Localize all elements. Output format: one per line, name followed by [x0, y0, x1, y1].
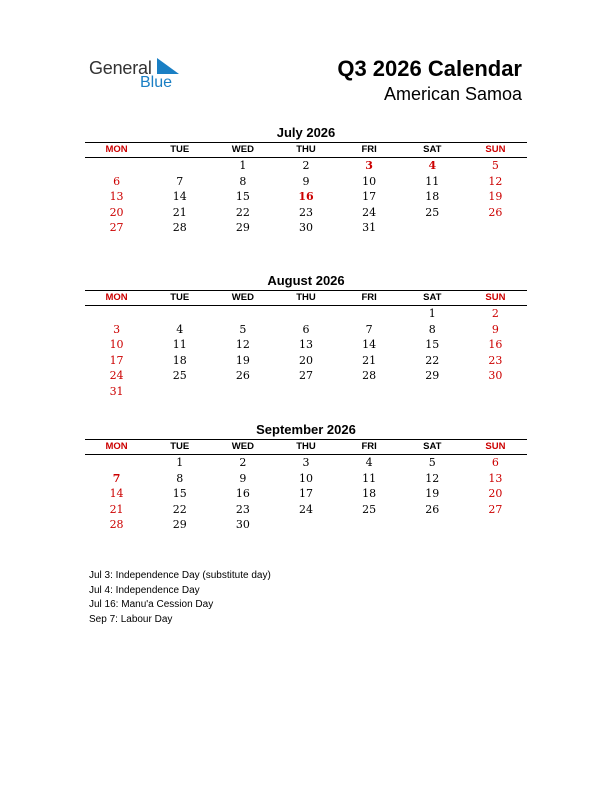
day-cell: 31 [109, 384, 124, 398]
day-cell: 13 [298, 338, 313, 351]
day-cell: 8 [428, 322, 436, 336]
day-cell: 11 [172, 338, 187, 351]
weekday-label: FRI [361, 441, 377, 452]
weekday-label: THU [296, 292, 316, 303]
day-cell: 28 [109, 518, 124, 531]
weekday-label: WED [231, 292, 254, 303]
day-cell: 10 [109, 338, 124, 351]
weekday-label: THU [296, 441, 316, 452]
day-cell: 29 [235, 221, 250, 234]
day-cell: 12 [488, 174, 503, 188]
day-cell: 18 [362, 487, 377, 500]
day-cell: 1 [176, 456, 184, 469]
day-cell: 20 [298, 353, 313, 367]
day-cell: 15 [425, 338, 440, 351]
day-cell: 25 [425, 205, 440, 219]
weekday-label: FRI [361, 292, 377, 303]
holiday-day-cell: 7 [112, 471, 121, 485]
holiday-day-cell: 3 [365, 159, 373, 172]
week-row [85, 306, 527, 322]
day-cell [148, 158, 211, 174]
day-cell: 22 [235, 205, 250, 219]
day-cell: 1 [428, 307, 436, 320]
day-cell: 11 [425, 174, 440, 188]
day-cell [464, 517, 527, 533]
day-cell: 21 [172, 205, 187, 219]
day-cell: 10 [298, 471, 313, 485]
day-cell [401, 220, 464, 236]
day-cell: 26 [488, 205, 503, 219]
logo [89, 56, 189, 96]
weekday-label: MON [105, 292, 128, 303]
day-cell: 24 [109, 369, 124, 382]
day-cell: 16 [488, 338, 503, 351]
day-cell [401, 517, 464, 533]
day-cell: 23 [488, 353, 503, 367]
day-cell [464, 384, 527, 400]
day-cell: 19 [425, 487, 440, 500]
day-cell: 19 [488, 190, 503, 203]
week-row [85, 322, 527, 338]
week-row [85, 174, 527, 190]
weekday-header [85, 439, 527, 455]
day-cell: 13 [109, 190, 124, 203]
holiday-day-cell: 16 [298, 190, 314, 203]
weekday-header [85, 290, 527, 306]
month-title: September 2026 [256, 422, 356, 437]
week-row [85, 471, 527, 487]
day-cell: 22 [172, 502, 187, 516]
day-cell: 20 [109, 205, 124, 219]
weekday-label: WED [231, 144, 254, 155]
holiday-note: Jul 3: Independence Day (substitute day) [89, 570, 271, 581]
weekday-label: MON [105, 144, 128, 155]
page-subtitle: American Samoa [383, 84, 522, 104]
day-cell: 8 [239, 174, 247, 188]
day-cell [401, 384, 464, 400]
day-cell: 16 [235, 487, 250, 500]
day-cell [338, 384, 401, 400]
logo-text-general: General [89, 58, 152, 78]
holiday-notes [89, 569, 271, 627]
month-block [85, 124, 527, 236]
month-title: July 2026 [276, 125, 336, 140]
month-block [85, 272, 527, 399]
day-cell [148, 306, 211, 322]
day-cell: 29 [172, 518, 187, 531]
weekday-label: FRI [361, 144, 377, 155]
day-cell: 27 [488, 502, 503, 516]
holiday-day-cell: 4 [428, 159, 437, 172]
weekday-label: TUE [170, 441, 190, 452]
week-row [85, 337, 527, 353]
day-cell: 2 [302, 159, 310, 172]
weekday-label: THU [296, 144, 316, 155]
day-cell: 6 [302, 322, 310, 336]
day-cell: 22 [425, 353, 440, 367]
day-cell: 24 [362, 205, 377, 219]
day-cell: 17 [109, 353, 124, 367]
day-cell: 26 [235, 369, 250, 382]
day-cell: 8 [176, 471, 184, 485]
day-cell: 9 [302, 174, 310, 188]
weekday-label: SUN [485, 144, 506, 155]
day-cell [274, 517, 337, 533]
day-cell: 21 [109, 502, 124, 516]
holiday-note: Jul 4: Independence Day [89, 584, 200, 596]
weekday-label: SAT [423, 144, 442, 155]
day-cell: 14 [109, 487, 124, 500]
day-cell: 26 [425, 502, 440, 516]
day-cell: 25 [172, 369, 187, 382]
day-cell: 30 [235, 518, 250, 531]
week-row [85, 205, 527, 221]
day-cell [148, 384, 211, 400]
day-cell: 18 [425, 190, 440, 203]
day-cell: 28 [172, 221, 187, 234]
day-cell: 15 [235, 190, 250, 203]
week-row [85, 486, 527, 502]
day-cell: 2 [239, 456, 247, 469]
day-cell: 7 [176, 174, 184, 188]
day-cell: 27 [109, 221, 124, 234]
day-cell: 5 [428, 456, 436, 469]
day-cell: 31 [362, 221, 377, 234]
weekday-label: WED [231, 441, 254, 452]
day-cell: 14 [362, 338, 377, 351]
day-cell: 6 [113, 174, 121, 188]
day-cell: 14 [172, 190, 187, 203]
day-cell [464, 220, 527, 236]
day-cell: 15 [172, 487, 187, 500]
day-cell: 23 [235, 502, 250, 516]
weekday-label: SUN [485, 292, 506, 303]
day-cell: 10 [362, 174, 377, 188]
day-cell: 11 [362, 471, 377, 485]
day-cell: 9 [239, 471, 247, 485]
day-cell [211, 306, 274, 322]
day-cell: 13 [488, 471, 503, 485]
weekday-label: SUN [485, 441, 506, 452]
day-cell: 23 [298, 205, 313, 219]
day-cell: 24 [298, 502, 313, 516]
day-cell [85, 455, 148, 471]
day-cell: 19 [235, 353, 250, 367]
day-cell: 4 [176, 322, 184, 336]
day-cell: 25 [362, 502, 377, 516]
weekday-label: TUE [170, 292, 190, 303]
day-cell [85, 306, 148, 322]
day-cell: 29 [425, 369, 440, 382]
weekday-label: TUE [170, 144, 190, 155]
month-block [85, 421, 527, 533]
day-cell: 12 [235, 338, 250, 351]
day-cell: 30 [298, 221, 313, 234]
day-cell: 6 [491, 456, 499, 469]
weekday-label: SAT [423, 441, 442, 452]
day-cell: 9 [491, 322, 499, 336]
day-cell: 20 [488, 487, 503, 500]
logo-text-blue: Blue [140, 74, 173, 91]
week-row [85, 189, 527, 205]
week-row [85, 384, 527, 400]
week-row [85, 220, 527, 236]
day-cell: 4 [365, 456, 373, 469]
day-cell: 2 [491, 307, 499, 320]
holiday-note: Sep 7: Labour Day [89, 613, 173, 625]
week-row [85, 502, 527, 518]
week-row [85, 158, 527, 174]
day-cell [338, 306, 401, 322]
page-title: Q3 2026 Calendar [337, 56, 522, 81]
day-cell: 30 [488, 369, 503, 382]
day-cell [274, 384, 337, 400]
week-row [85, 517, 527, 533]
logo-triangle-icon [157, 58, 179, 74]
day-cell [85, 158, 148, 174]
day-cell: 5 [239, 322, 247, 336]
day-cell: 17 [362, 190, 377, 203]
day-cell [274, 306, 337, 322]
day-cell: 3 [302, 456, 310, 469]
holiday-note: Jul 16: Manu'a Cession Day [89, 599, 214, 610]
day-cell: 18 [172, 353, 187, 367]
day-cell: 12 [425, 471, 440, 485]
day-cell: 3 [113, 322, 121, 336]
week-row [85, 455, 527, 471]
weekday-header [85, 142, 527, 158]
day-cell: 1 [239, 159, 247, 172]
day-cell: 7 [365, 322, 373, 336]
month-title: August 2026 [267, 273, 345, 288]
day-cell: 17 [298, 487, 313, 500]
week-row [85, 368, 527, 384]
day-cell [211, 384, 274, 400]
day-cell: 28 [362, 369, 377, 382]
day-cell: 27 [298, 369, 313, 382]
weekday-label: SAT [423, 292, 442, 303]
week-row [85, 353, 527, 369]
day-cell: 5 [491, 159, 499, 172]
day-cell [338, 517, 401, 533]
day-cell: 21 [362, 353, 377, 367]
weekday-label: MON [105, 441, 128, 452]
